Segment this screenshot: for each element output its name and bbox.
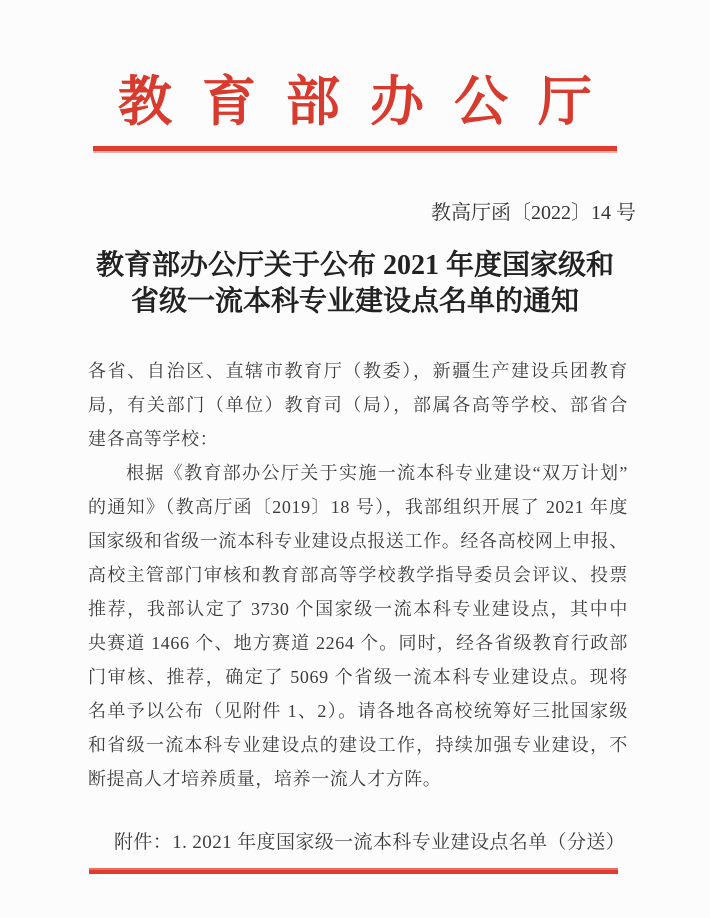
letterhead-title: 教育部办公厅: [118, 72, 622, 132]
closing-rule: [89, 868, 618, 874]
salutation-line: 局，有关部门（单位）教育司（局），部属各高等学校、部省合: [88, 395, 628, 415]
salutation-line: 各省、自治区、直辖市教育厅（教委），新疆生产建设兵团教育: [88, 361, 628, 381]
salutation-line: 建各高等学校：: [88, 429, 219, 449]
body-line: 国家级和省级一流本科专业建设点报送工作。经各高校网上申报、: [88, 531, 628, 551]
body-line: 央赛道 1466 个、地方赛道 2264 个。同时，经各省级教育行政部: [88, 633, 628, 653]
salutation: [88, 354, 628, 456]
document-body: [88, 354, 628, 796]
doc-number: 教高厅函〔2022〕14 号: [431, 202, 636, 224]
body-line: 推荐，我部认定了 3730 个国家级一流本科专业建设点，其中中: [88, 599, 628, 619]
body-line: 和省级一流本科专业建设点的建设工作，持续加强专业建设，不: [88, 735, 628, 755]
notice-title: [0, 248, 710, 320]
notice-title-line: 教育部办公厅关于公布 2021 年度国家级和: [95, 250, 614, 281]
body-line: 高校主管部门审核和教育部高等学校教学指导委员会评议、投票: [88, 565, 628, 585]
body-line: 的通知》（教高厅函〔2019〕18 号），我部组织开展了 2021 年度: [88, 497, 628, 517]
body-line: 名单予以公布（见附件 1、2）。请各地各高校统筹好三批国家级: [88, 701, 628, 721]
body-paragraph: [88, 456, 628, 796]
body-line: 根据《教育部办公厅关于实施一流本科专业建设“双万计划”: [126, 463, 628, 483]
body-line: 门审核、推荐，确定了 5069 个省级一流本科专业建设点。现将: [88, 667, 628, 687]
letterhead-rule: [93, 146, 617, 153]
notice-title-line: 省级一流本科专业建设点名单的通知: [130, 286, 579, 317]
attachment-note: 附件：1. 2021 年度国家级一流本科专业建设点名单（分送）: [114, 832, 626, 853]
body-line: 断提高人才培养质量，培养一流人才方阵。: [88, 769, 442, 789]
